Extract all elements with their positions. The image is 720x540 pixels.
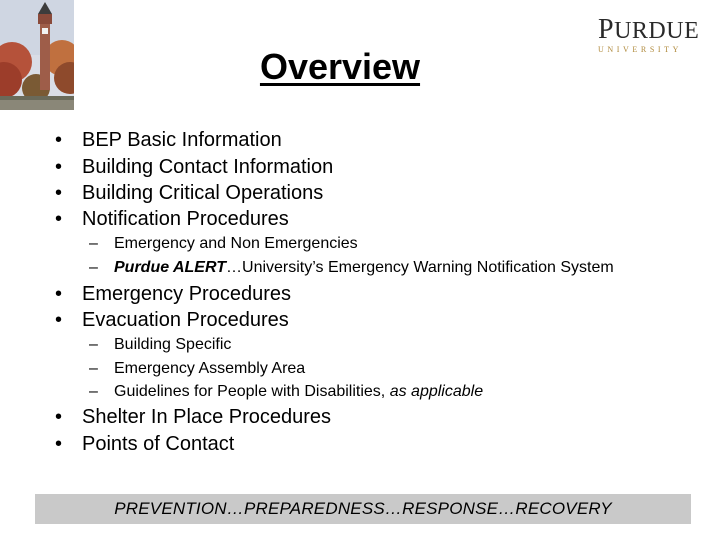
footer-banner: PREVENTION…PREPAREDNESS…RESPONSE…RECOVERY [35,494,691,524]
sub-list-item: – Guidelines for People with Disabilities, as applicable [89,383,484,400]
sub-list-item: – Purdue ALERT…University’s Emergency Warning Notification System [89,259,614,276]
list-item: • Notification Procedures [55,208,289,230]
list-item: • BEP Basic Information [55,129,282,151]
list-item: • Evacuation Procedures [55,309,289,331]
list-item: • Building Critical Operations [55,182,324,204]
sub-list-item: – Emergency Assembly Area [89,360,306,377]
list-item: • Building Contact Information [55,156,334,178]
list-item: • Emergency Procedures [55,283,291,305]
purdue-logo: PURDUE UNIVERSITY [598,14,700,54]
list-item: • Shelter In Place Procedures [55,406,332,428]
sub-list-item: – Building Specific [89,336,232,353]
sub-list-item: – Emergency and Non Emergencies [89,235,358,252]
list-item: • Points of Contact [55,433,235,455]
page-title: Overview [259,46,421,87]
